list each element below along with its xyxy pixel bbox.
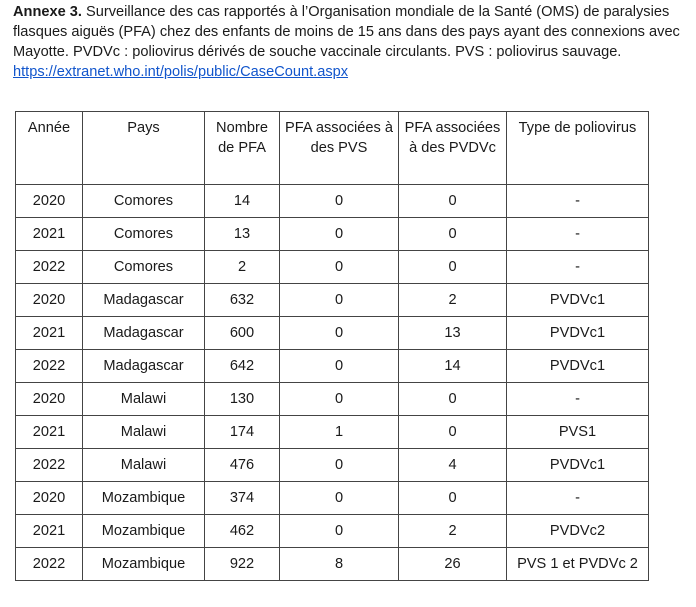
cell-country: Madagascar	[83, 350, 205, 383]
cell-country: Mozambique	[83, 482, 205, 515]
cell-afp-pvdvc: 2	[399, 515, 507, 548]
cell-afp-count: 13	[205, 218, 280, 251]
cell-afp-count: 476	[205, 449, 280, 482]
cell-afp-pvs: 0	[280, 449, 399, 482]
cell-afp-pvdvc: 0	[399, 383, 507, 416]
cell-country: Malawi	[83, 383, 205, 416]
cell-year: 2021	[16, 218, 83, 251]
cell-afp-pvdvc: 13	[399, 317, 507, 350]
cell-afp-pvs: 0	[280, 383, 399, 416]
header-country: Pays	[83, 112, 205, 185]
table-row	[16, 515, 649, 548]
cell-country: Comores	[83, 185, 205, 218]
figure-caption	[13, 2, 693, 82]
header-poliovirus-type: Type de poliovirus	[507, 112, 649, 185]
cell-afp-count: 130	[205, 383, 280, 416]
cell-poliovirus-type: -	[507, 218, 649, 251]
cell-country: Comores	[83, 218, 205, 251]
cell-afp-pvdvc: 14	[399, 350, 507, 383]
cell-country: Malawi	[83, 449, 205, 482]
cell-poliovirus-type: PVS1	[507, 416, 649, 449]
header-afp-count: Nombre de PFA	[205, 112, 280, 185]
cell-afp-pvs: 0	[280, 515, 399, 548]
cell-poliovirus-type: PVS 1 et PVDVc 2	[507, 548, 649, 581]
cell-afp-pvs: 0	[280, 482, 399, 515]
cell-afp-pvs: 0	[280, 218, 399, 251]
cell-year: 2020	[16, 185, 83, 218]
cell-afp-count: 374	[205, 482, 280, 515]
table-row	[16, 449, 649, 482]
cell-country: Mozambique	[83, 515, 205, 548]
table-row	[16, 185, 649, 218]
afp-surveillance-table	[15, 111, 649, 581]
cell-afp-pvdvc: 0	[399, 416, 507, 449]
cell-year: 2021	[16, 317, 83, 350]
cell-afp-count: 600	[205, 317, 280, 350]
source-link[interactable]: https://extranet.who.int/polis/public/CaseCount.aspx	[13, 64, 349, 80]
cell-afp-pvdvc: 0	[399, 218, 507, 251]
cell-afp-pvdvc: 2	[399, 284, 507, 317]
cell-afp-pvs: 8	[280, 548, 399, 581]
cell-poliovirus-type: PVDVc1	[507, 350, 649, 383]
cell-poliovirus-type: PVDVc2	[507, 515, 649, 548]
cell-poliovirus-type: PVDVc1	[507, 449, 649, 482]
cell-country: Madagascar	[83, 317, 205, 350]
cell-afp-pvs: 0	[280, 284, 399, 317]
caption-text: Surveillance des cas rapportés à l’Organisation mondiale de la Santé (OMS) de paralysies flasques aiguës (PFA) chez des enfants de moins de 15 ans dans des pays ayant des connexions avec Mayotte. PVDVc : poliovirus dérivés de souche vaccinale circulants. PVS : poliovirus sauvage.	[13, 4, 680, 60]
cell-afp-pvdvc: 0	[399, 185, 507, 218]
cell-year: 2022	[16, 251, 83, 284]
cell-poliovirus-type: -	[507, 251, 649, 284]
header-afp-pvdvc: PFA associées à des PVDVc	[399, 112, 507, 185]
cell-afp-pvdvc: 0	[399, 251, 507, 284]
cell-poliovirus-type: PVDVc1	[507, 317, 649, 350]
cell-country: Comores	[83, 251, 205, 284]
cell-country: Malawi	[83, 416, 205, 449]
cell-afp-count: 922	[205, 548, 280, 581]
cell-afp-pvs: 0	[280, 185, 399, 218]
cell-afp-count: 632	[205, 284, 280, 317]
table-row	[16, 548, 649, 581]
cell-afp-count: 14	[205, 185, 280, 218]
cell-afp-pvs: 0	[280, 251, 399, 284]
header-afp-pvs: PFA associées à des PVS	[280, 112, 399, 185]
cell-afp-pvdvc: 0	[399, 482, 507, 515]
cell-afp-pvs: 1	[280, 416, 399, 449]
cell-country: Mozambique	[83, 548, 205, 581]
table-header-row	[16, 112, 649, 185]
header-year: Année	[16, 112, 83, 185]
cell-afp-pvs: 0	[280, 350, 399, 383]
caption-label: Annexe 3.	[13, 4, 82, 20]
cell-afp-count: 2	[205, 251, 280, 284]
table-row	[16, 482, 649, 515]
cell-year: 2021	[16, 416, 83, 449]
cell-poliovirus-type: -	[507, 185, 649, 218]
cell-afp-pvs: 0	[280, 317, 399, 350]
cell-afp-count: 462	[205, 515, 280, 548]
cell-year: 2022	[16, 449, 83, 482]
cell-year: 2021	[16, 515, 83, 548]
table-row	[16, 383, 649, 416]
cell-poliovirus-type: -	[507, 383, 649, 416]
cell-year: 2020	[16, 284, 83, 317]
cell-afp-pvdvc: 26	[399, 548, 507, 581]
table-row	[16, 317, 649, 350]
cell-year: 2022	[16, 350, 83, 383]
cell-poliovirus-type: PVDVc1	[507, 284, 649, 317]
cell-country: Madagascar	[83, 284, 205, 317]
cell-afp-count: 174	[205, 416, 280, 449]
table-row	[16, 350, 649, 383]
table-row	[16, 218, 649, 251]
cell-year: 2020	[16, 482, 83, 515]
cell-poliovirus-type: -	[507, 482, 649, 515]
table-row	[16, 284, 649, 317]
table-row	[16, 251, 649, 284]
table-row	[16, 416, 649, 449]
cell-year: 2022	[16, 548, 83, 581]
cell-afp-count: 642	[205, 350, 280, 383]
cell-year: 2020	[16, 383, 83, 416]
cell-afp-pvdvc: 4	[399, 449, 507, 482]
